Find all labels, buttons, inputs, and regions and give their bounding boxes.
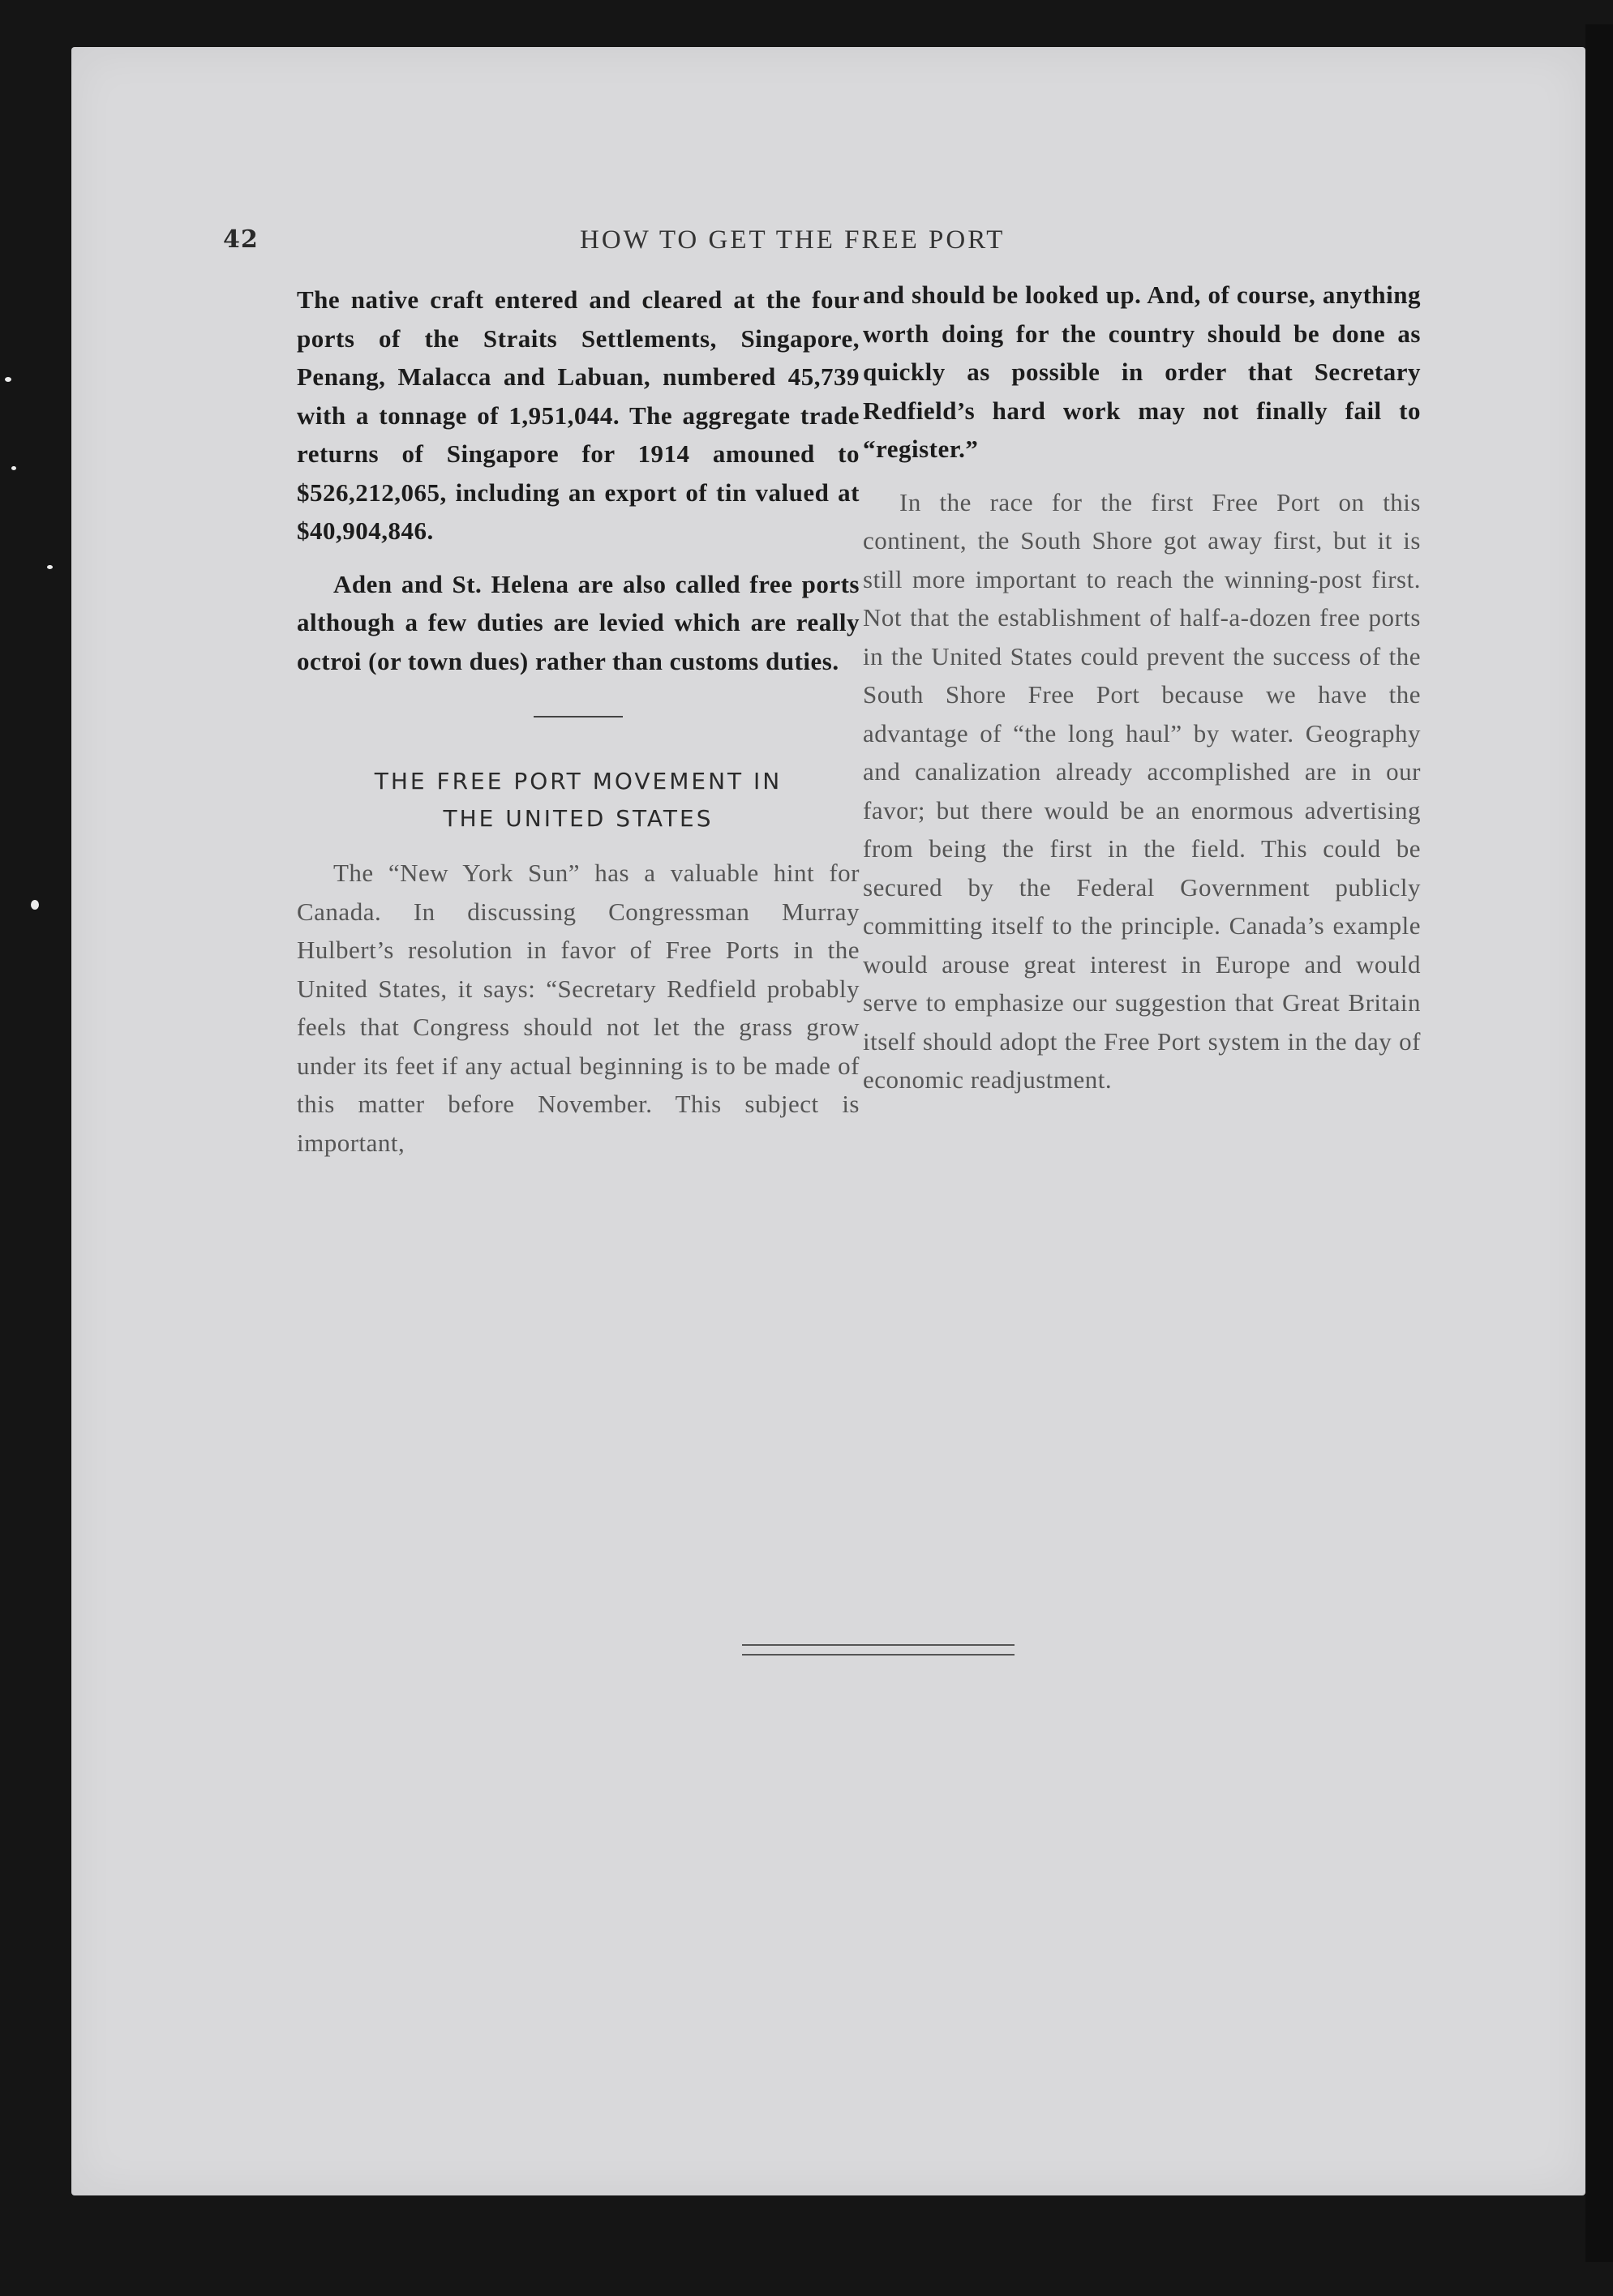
left-column [297,281,860,1162]
running-title: HOW TO GET THE FREE PORT [580,225,1006,255]
section-heading-line: THE FREE PORT MOVEMENT IN [374,768,783,795]
scan-speck [47,565,53,569]
paragraph: The native craft entered and cleared at the four ports of the Straits Settlements, Singapore, Penang, Malacca and Labuan, numbered 45,739 with a tonnage of 1,951,044. The aggregate trade returns of Singapore for 1914 amouned to $526,212,065, including an export of tin valued at $40,904,846. [297,285,860,545]
scan-speck [11,466,16,470]
rule-line [742,1644,1015,1646]
section-heading-line: THE UNITED STATES [443,805,714,832]
scan-speck [5,377,11,382]
paragraph: The “New York Sun” has a valuable hint for Canada. In discussing Congressman Murray Hulbert’s resolution in favor of Free Ports in the United States, it says: “Secretary Redfield probably feels that Congress should not let the grass grow under its feet if any actual beginning is to be made of this matter before November. This subject is important, [297,859,860,1157]
paragraph: Aden and St. Helena are also called free ports although a few duties are levied which are really octroi (or town dues) rather than customs duties. [297,569,860,675]
paragraph: In the race for the first Free Port on this continent, the South Shore got away first, but it is still more important to reach the winning-post first. Not that the establishment of half-a-dozen free ports in the United States could prevent the success of the South Shore Free Port because we have the advantage of “the long haul” by water. Geography and canalization already accomplished are in our favor; but there would be an enormous advertising from being the first in the field. This could be secured by the Federal Government publicly committing itself to the principle. Canada’s example would arouse great interest in Europe and would serve to emphasize our suggestion that Great Britain itself should adopt the Free Port system in the day of economic readjustment. [863,487,1421,1094]
rule-line [742,1654,1015,1656]
end-rule [742,1644,1015,1664]
section-heading [297,763,860,837]
section-divider [534,716,623,718]
scan-border [1585,24,1613,2262]
page-header [223,225,1439,266]
scan-speck [31,900,39,910]
page-number: 42 [223,225,259,254]
right-column [863,276,1421,1099]
paragraph: and should be looked up. And, of course, anything worth doing for the country should be done as quickly as possible in order that Secretary Redfield’s hard work may not finally fail to “register.” [863,281,1421,463]
